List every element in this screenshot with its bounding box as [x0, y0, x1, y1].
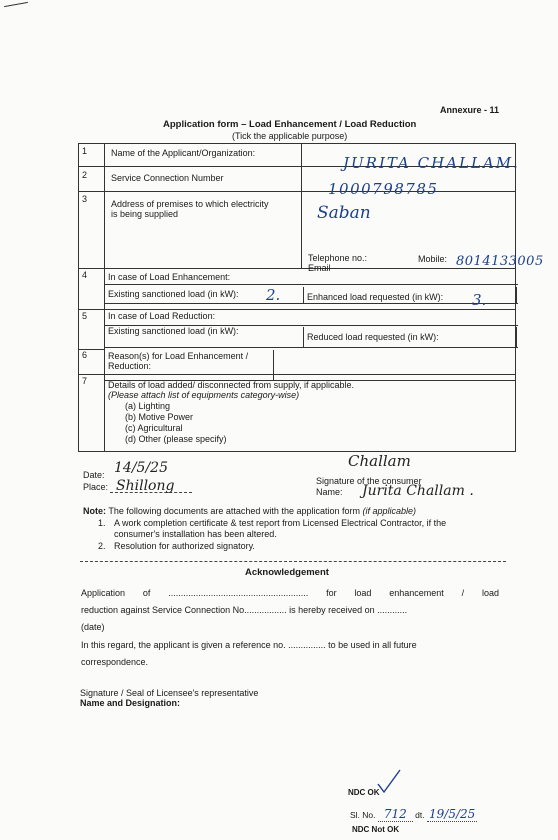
separator-line [80, 561, 506, 562]
email-label: Email [308, 263, 331, 273]
ack-word: for [326, 588, 337, 598]
mobile-value: 8014133005 [456, 254, 544, 269]
note-item-num: 1. [98, 518, 106, 528]
ack-line-3: (date) [81, 622, 105, 632]
service-connection-label: Service Connection Number [111, 173, 224, 183]
ack-line-4: In this regard, the applicant is given a reference no. ............... to be used in all future [81, 640, 417, 650]
existing-load-enh-label: Existing sanctioned load (in kW): [108, 289, 239, 299]
serial-date-label: dt. [415, 810, 425, 820]
ack-word: / [461, 588, 465, 598]
load-item: (a) Lighting [125, 401, 171, 411]
consumer-name: Jurita Challam . [362, 483, 474, 499]
signature-label: Signature of the consumer [316, 476, 422, 486]
ndc-not-ok-stamp: NDC Not OK [352, 825, 400, 834]
row-num-3: 3 [82, 194, 88, 204]
row-num-6: 6 [82, 350, 88, 360]
date-label: Date: [83, 470, 105, 480]
enhanced-load-value: 3. [472, 291, 487, 309]
address-value: Saban [317, 203, 371, 223]
tick-mark-icon [376, 768, 402, 794]
ack-line-2: reduction against Service Connection No................. is hereby received on ............ [81, 605, 408, 615]
name-label: Name: [316, 487, 343, 497]
row-num-2: 2 [82, 170, 88, 180]
load-reduction-label: In case of Load Reduction: [108, 311, 216, 321]
row-num-5: 5 [82, 311, 88, 321]
note-item-line: Resolution for authorized signatory. [114, 541, 255, 551]
note-item-line: consumer's installation has been altered. [114, 529, 277, 539]
load-enhancement-label: In case of Load Enhancement: [108, 272, 231, 282]
load-details-label: Details of load added/ disconnected from supply, if applicable. [108, 380, 354, 390]
existing-load-enh-value: 2. [266, 286, 281, 304]
service-connection-value: 1000798785 [328, 180, 439, 198]
serial-date-value: 19/5/25 [429, 807, 476, 821]
note-label: Note: [83, 506, 106, 516]
telephone-label: Telephone no.: [308, 253, 368, 263]
address-label-line2: is being supplied [111, 209, 179, 219]
ack-word: enhancement [389, 588, 444, 598]
acknowledgement-title: Acknowledgement [245, 567, 329, 578]
annexure-label: Annexure - 11 [440, 105, 500, 115]
corner-mark [4, 2, 28, 7]
serial-number-line [350, 807, 477, 821]
reason-label-line2: Reduction: [108, 361, 152, 371]
row-num-7: 7 [82, 376, 88, 386]
applicant-name-label: Name of the Applicant/Organization: [111, 148, 256, 158]
enhanced-load-label: Enhanced load requested (in kW): [307, 292, 444, 302]
ndc-ok-stamp: NDC OK [348, 788, 380, 797]
note-text: The following documents are attached with the application form [108, 506, 360, 516]
note-item-line: A work completion certificate & test report from Licensed Electrical Contractor, if the [114, 518, 447, 528]
ack-word: of [142, 588, 151, 598]
date-value: 14/5/25 [114, 460, 168, 476]
ack-word: load [481, 588, 499, 598]
place-label: Place: [83, 482, 109, 492]
name-designation-label: Name and Designation: [80, 698, 181, 708]
reduced-load-label: Reduced load requested (in kW): [307, 332, 439, 342]
ack-word: ........................................................ [168, 588, 309, 598]
consumer-signature: Challam [348, 452, 411, 470]
ack-line-1 [81, 588, 499, 598]
load-item: (c) Agricultural [125, 423, 183, 433]
serial-number-label: Sl. No. [350, 810, 376, 820]
note-item-num: 2. [98, 541, 106, 551]
row-num-1: 1 [82, 146, 88, 156]
existing-load-red-label: Existing sanctioned load (in kW): [108, 326, 239, 336]
mobile-label: Mobile: [418, 254, 448, 264]
load-details-note: (Please attach list of equipments category-wise) [108, 390, 300, 400]
row-num-4: 4 [82, 270, 88, 280]
serial-number-value: 712 [378, 807, 413, 822]
reason-label-line1: Reason(s) for Load Enhancement / [108, 351, 249, 361]
ack-line-5: correspondence. [81, 657, 149, 667]
applicant-name-value: JURITA CHALLAM. [343, 154, 520, 172]
ack-word: Application [81, 588, 126, 598]
load-item: (b) Motive Power [125, 412, 194, 422]
licensee-signature-label: Signature / Seal of Licensee's representative [80, 688, 259, 698]
note-line [83, 506, 416, 516]
ack-word: load [354, 588, 372, 598]
load-item: (d) Other (please specify) [125, 434, 227, 444]
form-subtitle: (Tick the applicable purpose) [232, 131, 348, 141]
address-label-line1: Address of premises to which electricity [111, 199, 269, 209]
form-title: Application form – Load Enhancement / Load Reduction [163, 119, 417, 130]
note-italic: (if applicable) [362, 506, 417, 516]
place-value: Shillong [116, 478, 175, 494]
